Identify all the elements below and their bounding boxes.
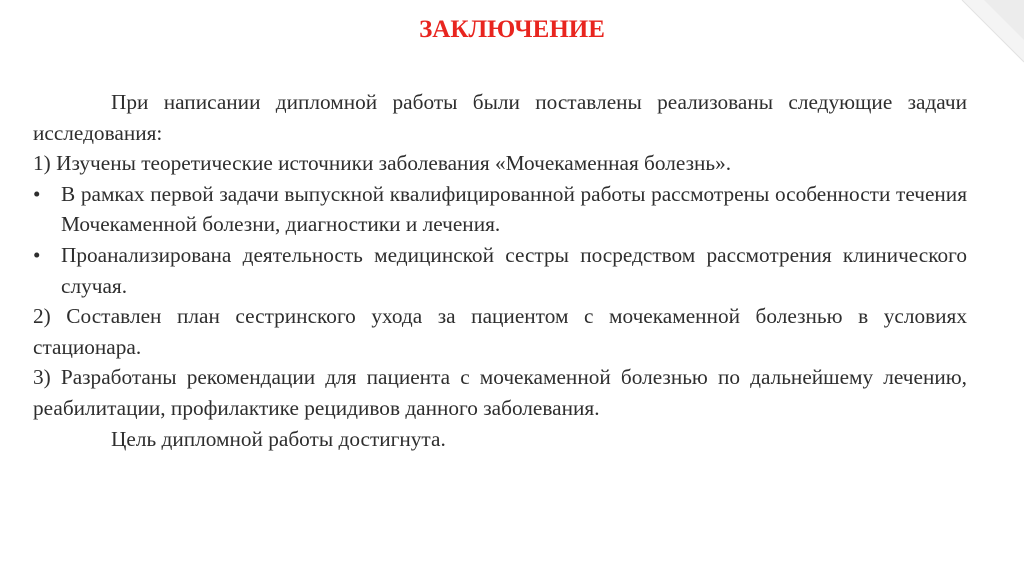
- intro-paragraph: При написании дипломной работы были поставлены реализованы следующие задачи исследования:: [33, 90, 967, 145]
- bullet-text: В рамках первой задачи выпускной квалифицированной работы рассмотрены особенности течения Мочекаменной болезни, диагностики и лечения.: [61, 181, 967, 237]
- bullet-text: Проанализирована деятельность медицинской сестры посредством рассмотрения клинического случая.: [61, 242, 967, 298]
- conclusion-paragraph: Цель дипломной работы достигнута.: [111, 426, 446, 451]
- numbered-item-2: 2) Составлен план сестринского ухода за пациентом с мочекаменной болезнью в условиях стационара.: [33, 304, 967, 359]
- bullet-mark: •: [33, 181, 41, 206]
- bullet-item-2: [33, 240, 967, 301]
- slide-title: ЗАКЛЮЧЕНИЕ: [419, 16, 605, 43]
- bullet-item-1: [33, 179, 967, 240]
- numbered-item-1: 1) Изучены теоретические источники заболевания «Мочекаменная болезнь».: [33, 151, 732, 176]
- numbered-item-3: 3) Разработаны рекомендации для пациента с мочекаменной болезнью по дальнейшему лечению, реабилитации, профилактике рецидивов данного заболевания.: [33, 365, 967, 420]
- slide-body: [33, 87, 967, 454]
- bullet-mark: •: [33, 242, 41, 267]
